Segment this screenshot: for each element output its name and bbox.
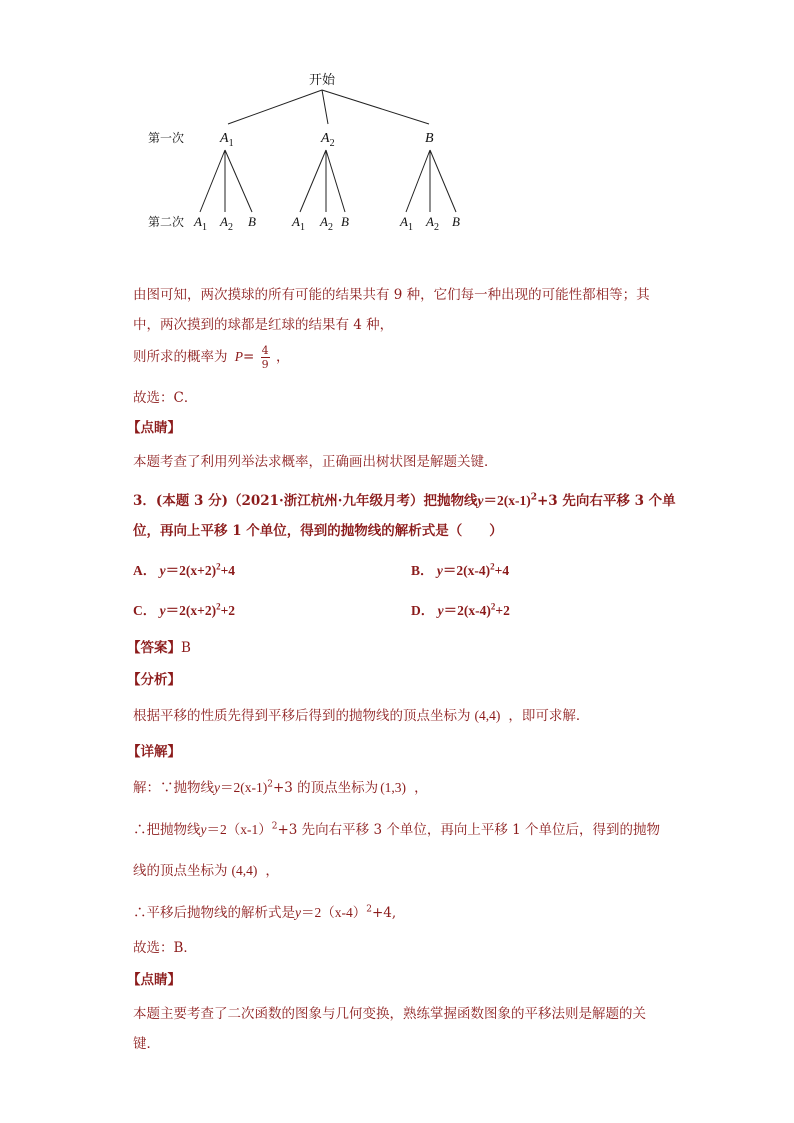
comment2-line-2: 键． [133, 1036, 160, 1052]
detail-line-4: ∴平移后抛物线的解析式是$y=2(x-4)^2+4$, [133, 904, 397, 921]
q3-meta: (本题 3 分)（2021·浙江杭州·九年级月考）把抛物线 [155, 493, 478, 509]
prob-denominator: 9 [261, 358, 269, 371]
detail-tag: 【详解】 [127, 744, 181, 760]
q3-expr: ＝2(x-1) [483, 493, 531, 508]
option-c[interactable]: C． $y=2(x+2)^2+2$ [133, 601, 236, 618]
explain-line-1: 由图可知，两次摸球的所有可能的结果共有 9 种，它们每一种出现的可能性都相等；其 [133, 287, 650, 303]
svg-text:A1: $A_1$ [220, 131, 234, 149]
tree-row2-label: 第二次 [148, 215, 185, 229]
option-a[interactable]: A． $y=2(x+2)^2+4$ [133, 561, 236, 578]
option-d[interactable]: D． $y=2(x-4)^2+2$ [411, 601, 510, 618]
tree-second-node: B [248, 214, 256, 229]
tree-first-node [320, 131, 335, 149]
tree-second-node: $A_2$ [220, 214, 233, 233]
q3-tail: +3 先向右平移 3 个单 [536, 493, 676, 509]
explain-line-2: 中，两次摸到的球都是红球的结果有 4 种， [133, 317, 394, 333]
prob-suffix: ， [275, 349, 290, 365]
option-b[interactable]: B． $y=2(x-4)^2+4$ [411, 561, 510, 578]
tree-second-node: $A_2$ [320, 214, 333, 233]
choose-prev: 故选：C． [133, 390, 198, 406]
tree-diagram [130, 66, 490, 242]
analysis-tag: 【分析】 [127, 672, 181, 688]
tree-second-node: $A_1$ [194, 214, 207, 233]
question-3-line2: 位，再向上平移 1 个单位，得到的抛物线的解析式是（ ） [133, 523, 503, 539]
q3-y: y [477, 493, 484, 508]
detail-line-2: ∴把抛物线$y=2(x-1)^2+3$ 先向右平移 3 个单位，再向上平移 1 个单位后，得到的抛物 [133, 821, 661, 838]
tree-root-label: 开始 [308, 73, 336, 88]
comment-tag: 【点睛】 [127, 420, 181, 436]
q3-number: 3． [133, 493, 156, 509]
tree-second-node: B [452, 214, 460, 229]
prob-fraction [261, 344, 270, 371]
question-3-line1 [133, 491, 676, 511]
svg-text:B: B [425, 131, 434, 146]
tree-row1-label: 第一次 [148, 131, 185, 145]
tree-first-node [219, 131, 234, 149]
comment2-line-1: 本题主要考查了二次函数的图象与几何变换，熟练掌握函数图象的平移法则是解题的关 [133, 1006, 646, 1022]
prob-prefix: 则所求的概率为 [133, 349, 228, 365]
q3-sup: 2 [530, 492, 537, 503]
tree-second-node: B [341, 214, 349, 229]
detail-line-1: 解：∵抛物线$y=2(x-1)^2+3$ 的顶点坐标为 (1,3) ， [133, 779, 428, 796]
detail-line-3: 线的顶点坐标为 (4,4) ， [133, 863, 279, 879]
comment2-tag: 【点睛】 [127, 972, 181, 988]
comment-prev: 本题考查了利用列举法求概率，正确画出树状图是解题关键． [133, 454, 498, 470]
answer-tag: 【答案】 [127, 640, 181, 656]
tree-second-node: $A_1$ [292, 214, 305, 233]
answer-line [127, 638, 191, 658]
prob-var: P [234, 349, 244, 364]
prob-numerator: 4 [261, 344, 269, 357]
tree-second-node: $A_1$ [400, 214, 413, 233]
tree-second-node: $A_2$ [426, 214, 439, 233]
svg-text:A2: $A_2$ [321, 131, 335, 149]
prob-eq: = [243, 349, 255, 365]
probability-line [133, 344, 289, 371]
tree-first-node [425, 131, 434, 146]
detail-line-5: 故选：B． [133, 940, 197, 956]
answer-value: B [181, 640, 191, 656]
analysis-text: 根据平移的性质先得到平移后得到的抛物线的顶点坐标为 (4,4) ，即可求解． [133, 708, 590, 724]
